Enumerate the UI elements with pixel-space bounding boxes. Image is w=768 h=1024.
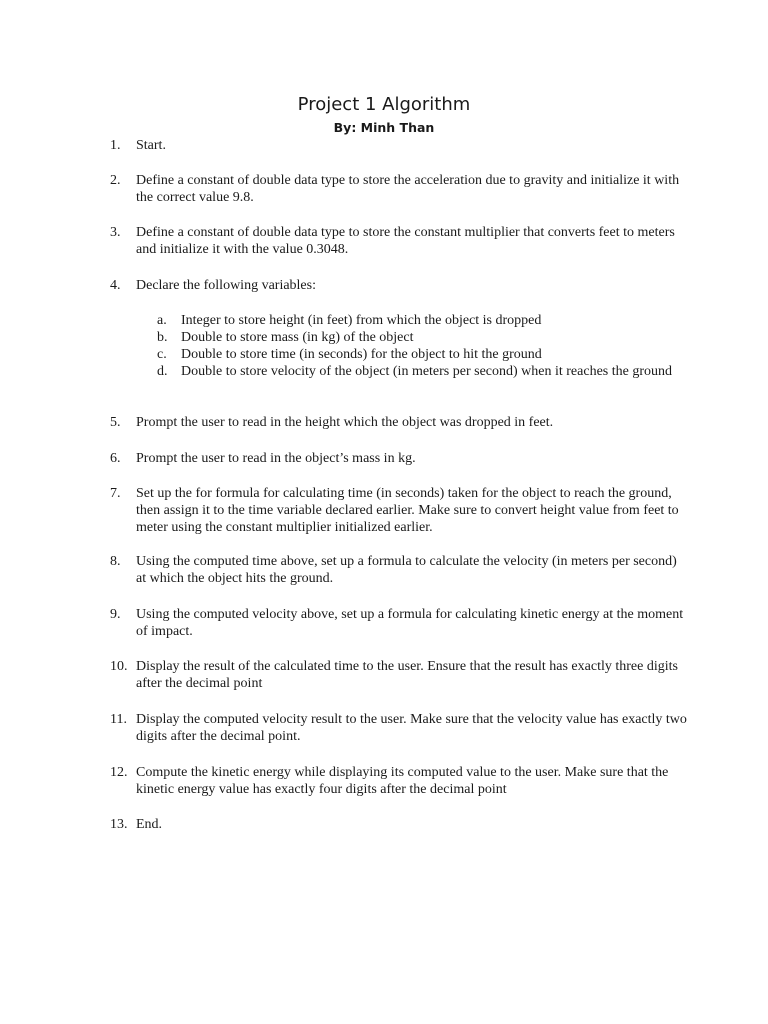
step-item <box>110 711 690 745</box>
substep-item <box>157 363 677 380</box>
step-number: 5. <box>110 415 121 430</box>
step-text: Display the result of the calculated time to the user. Ensure that the result has exactly three digits after the decimal point <box>136 659 678 691</box>
step-text: Display the computed velocity result to the user. Make sure that the velocity value has exactly two digits after the decimal point. <box>136 712 687 744</box>
author-byline: By: Minh Than <box>333 120 435 135</box>
substep-item <box>157 312 677 329</box>
step-number: 2. <box>110 173 121 188</box>
step-item <box>110 277 690 294</box>
substep-letter: b. <box>157 330 168 345</box>
substep-text: Integer to store height (in feet) from which the object is dropped <box>181 313 542 328</box>
step-item <box>110 224 690 258</box>
step-text: Start. <box>136 138 166 153</box>
step-item <box>110 658 690 692</box>
step-item <box>110 553 690 587</box>
step-text: End. <box>136 817 163 832</box>
substep-letter: c. <box>157 347 167 362</box>
substep-text: Double to store mass (in kg) of the object <box>181 330 414 345</box>
step-text: Define a constant of double data type to store the acceleration due to gravity and initialize it with the correct value 9.8. <box>136 173 680 205</box>
substep-item <box>157 346 677 363</box>
step-item <box>110 606 690 640</box>
step-item <box>110 450 690 467</box>
step-number: 13. <box>110 817 128 832</box>
step-number: 7. <box>110 486 121 501</box>
step-number: 12. <box>110 765 128 780</box>
step-number: 6. <box>110 451 121 466</box>
substep-text: Double to store velocity of the object (in meters per second) when it reaches the ground <box>181 364 673 379</box>
step-item <box>110 485 690 536</box>
document-title: Project 1 Algorithm <box>297 94 471 115</box>
step-text: Using the computed time above, set up a formula to calculate the velocity (in meters per second) at which the object hits the ground. <box>136 554 677 586</box>
step-text: Prompt the user to read in the object’s mass in kg. <box>136 451 416 466</box>
step-number: 3. <box>110 225 121 240</box>
step-item <box>110 816 690 833</box>
step-item <box>110 764 690 798</box>
step-item <box>110 172 690 206</box>
step-number: 4. <box>110 278 121 293</box>
step-text: Prompt the user to read in the height which the object was dropped in feet. <box>136 415 554 430</box>
substep-letter: d. <box>157 364 168 379</box>
step-item <box>110 137 690 154</box>
substep-item <box>157 329 677 346</box>
step-text: Declare the following variables: <box>136 278 316 293</box>
substep-text: Double to store time (in seconds) for the object to hit the ground <box>181 347 542 362</box>
step-number: 10. <box>110 659 128 674</box>
step-number: 9. <box>110 607 121 622</box>
step-text: Define a constant of double data type to store the constant multiplier that converts feet to meters and initialize it with the value 0.3048. <box>136 225 675 257</box>
step-text: Set up the for formula for calculating time (in seconds) taken for the object to reach the ground, then assign it to the time variable declared earlier. Make sure to convert height value from feet to meter using the constant multiplier initialized earlier. <box>136 486 679 535</box>
substep-letter: a. <box>157 313 167 328</box>
step-number: 11. <box>110 712 127 727</box>
step-number: 8. <box>110 554 121 569</box>
step-text: Compute the kinetic energy while displaying its computed value to the user. Make sure that the kinetic energy value has exactly four digits after the decimal point <box>136 765 669 797</box>
step-number: 1. <box>110 138 121 153</box>
step-text: Using the computed velocity above, set up a formula for calculating kinetic energy at the moment of impact. <box>136 607 684 639</box>
step-item <box>110 414 690 431</box>
